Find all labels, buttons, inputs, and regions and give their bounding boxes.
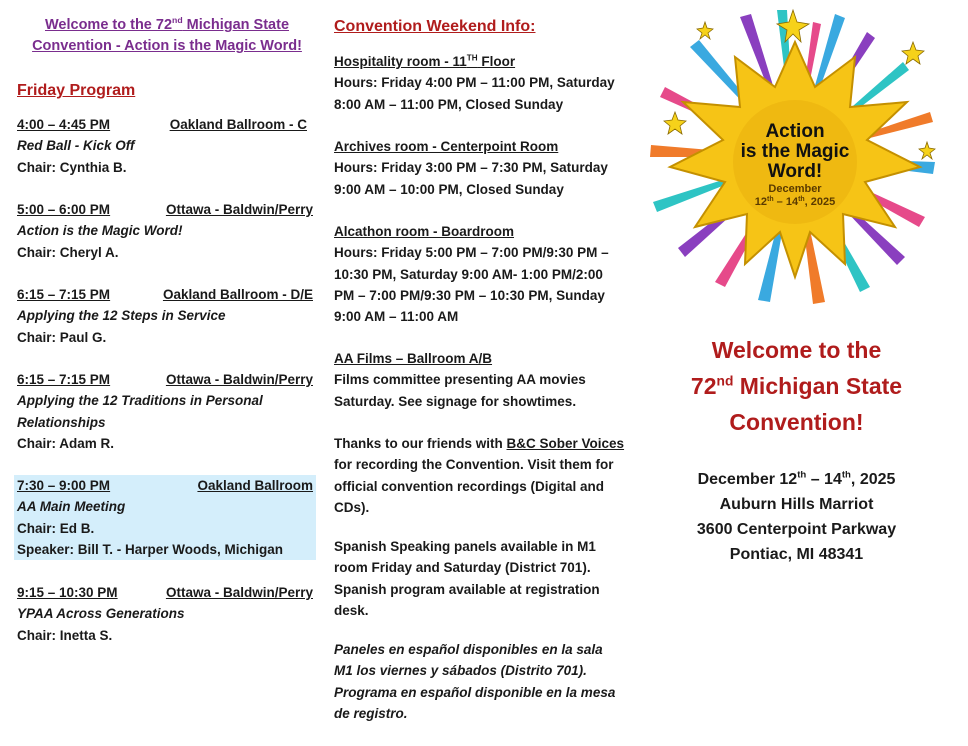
session-title: Applying the 12 Steps in Service (17, 308, 226, 324)
venue-hotel: Auburn Hills Marriot (719, 496, 874, 513)
session-room: Oakland Ballroom - C (169, 117, 307, 132)
session-4 (17, 369, 313, 454)
flyer-header: Welcome to the 72nd Michigan State Convention - Action is the Magic Word! (32, 15, 302, 55)
session-title: Red Ball - Kick Off (17, 138, 135, 154)
session-room: Oakland Ballroom (197, 478, 313, 493)
session-title: Applying the 12 Traditions in Personal (17, 393, 263, 409)
session-2 (17, 199, 313, 263)
session-6 (17, 582, 313, 646)
spanish-panels: Spanish Speaking panels available in M1 room Friday and Saturday (District 701). Spanish program available at registration desk. (334, 539, 600, 618)
session-chair: Chair: Inetta S. (17, 627, 113, 643)
session-room: Oakland Ballroom - D/E (162, 287, 313, 302)
alcathon-room: Alcathon room - Boardroom Hours: Friday 5:00 PM – 7:00 PM/9:30 PM – 10:30 PM, Saturday 9:00 AM- 1:00 PM/2:00 PM – 7:00 PM/9:30 PM – 10:30 PM, Sunday 9:00 AM – 11:00 AM (334, 221, 642, 327)
session-chair: Chair: Adam R. (17, 435, 115, 451)
session-title: YPAA Across Generations (17, 606, 185, 622)
hospitality-heading: Hospitality room - 11TH Floor (334, 53, 516, 69)
starburst-logo (645, 2, 945, 312)
films-heading: AA Films – Ballroom A/B (334, 351, 493, 366)
venue-date: December 12th – 14th, 2025 (697, 469, 896, 488)
aa-films: AA Films – Ballroom A/B Films committee presenting AA movies Saturday. See signage for showtimes. (334, 348, 642, 412)
logo-line-4: December (768, 183, 822, 195)
sober-voices-link[interactable]: B&C Sober Voices (506, 436, 625, 451)
friday-program-title: Friday Program (17, 82, 136, 99)
welcome-heading: Welcome to the 72nd Michigan State Convention! (690, 337, 903, 435)
logo-line-1: Action (765, 121, 825, 142)
alcathon-heading: Alcathon room - Boardroom (334, 224, 515, 239)
session-time: 6:15 – 7:15 PM (17, 372, 111, 387)
session-time: 9:15 – 10:30 PM (17, 585, 118, 600)
session-time: 6:15 – 7:15 PM (17, 287, 111, 302)
session-chair: Chair: Cynthia B. (17, 159, 127, 175)
session-room: Ottawa - Baldwin/Perry (165, 585, 313, 600)
logo-line-5: 12th – 14th, 2025 (754, 196, 836, 208)
session-3 (17, 284, 313, 348)
archives-room: Archives room - Centerpoint Room Hours: Friday 3:00 PM – 7:30 PM, Saturday 9:00 AM – 10:00 PM, Closed Sunday (334, 136, 642, 200)
session-room: Ottawa - Baldwin/Perry (165, 202, 313, 217)
session-speaker: Speaker: Bill T. - Harper Woods, Michigan (17, 541, 284, 557)
session-chair: Chair: Ed B. (17, 520, 95, 536)
thanks-recording: Thanks to our friends with B&C Sober Voices for recording the Convention. Visit them for official convention recordings (Digital and CDs). (334, 436, 625, 515)
hospitality-room: Hospitality room - 11TH Floor Hours: Friday 4:00 PM – 11:00 PM, Saturday 8:00 AM – 11:00 PM, Closed Sunday (334, 51, 642, 115)
session-time: 4:00 – 4:45 PM (17, 117, 111, 132)
session-room: Ottawa - Baldwin/Perry (165, 372, 313, 387)
logo-line-2: is the Magic (740, 141, 850, 162)
spanish-panels-espanol: Paneles en español disponibles en la sala M1 los viernes y sábados (Distrito 701). Programa en español disponible en la mesa de registro. (334, 642, 616, 721)
venue-street: 3600 Centerpoint Parkway (696, 521, 897, 538)
session-title-continued: Relationships (17, 414, 106, 430)
session-title: AA Main Meeting (17, 499, 126, 515)
logo-line-3: Word! (767, 161, 823, 182)
session-time: 5:00 – 6:00 PM (17, 202, 111, 217)
session-chair: Chair: Cheryl A. (17, 244, 119, 260)
session-chair: Chair: Paul G. (17, 329, 107, 345)
archives-heading: Archives room - Centerpoint Room (334, 139, 559, 154)
session-time: 7:30 – 9:00 PM (17, 478, 111, 493)
session-title: Action is the Magic Word! (17, 223, 183, 239)
venue-city: Pontiac, MI 48341 (729, 546, 864, 563)
session-5-main-meeting (14, 475, 316, 560)
info-title: Convention Weekend Info: (334, 18, 536, 35)
venue-details (645, 467, 948, 567)
session-1 (17, 114, 313, 178)
